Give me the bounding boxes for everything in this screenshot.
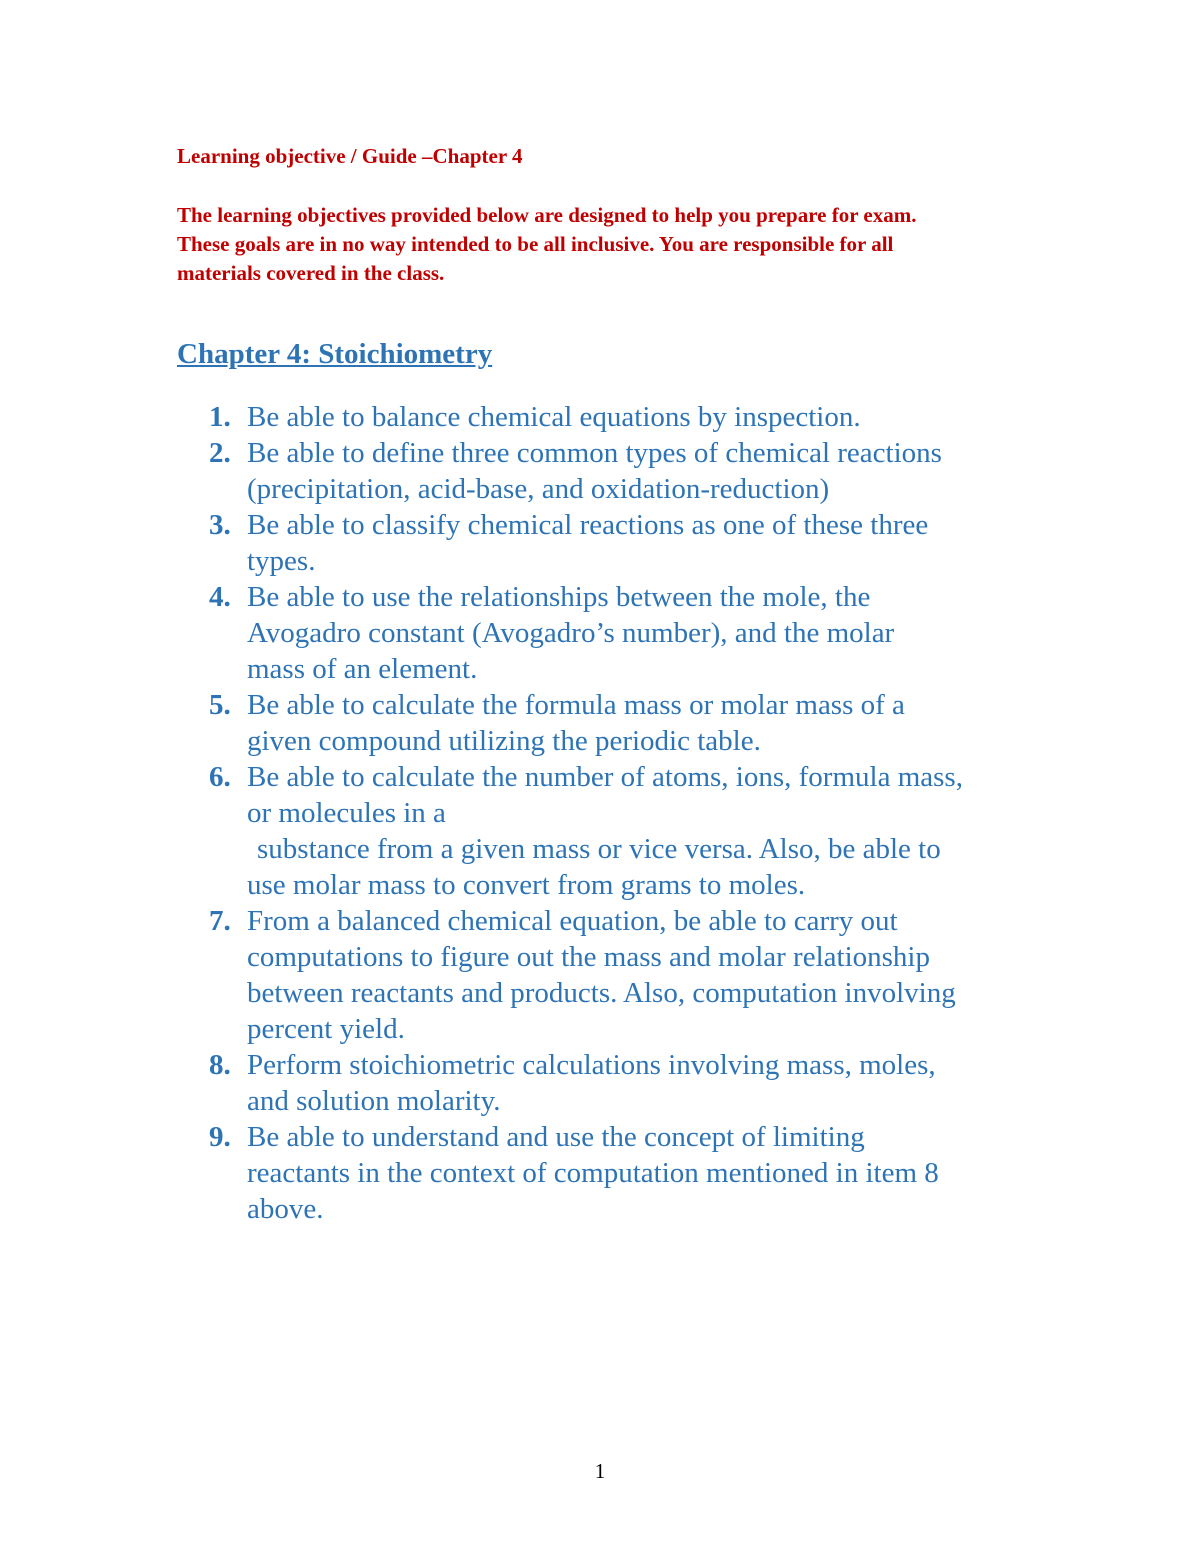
objective-text: Be able to calculate the formula mass or molar mass of a: [247, 689, 905, 721]
objective-text: Avogadro constant (Avogadro’s number), and the molar: [247, 617, 895, 649]
objectives-list: [177, 399, 1057, 1227]
objective-text: given compound utilizing the periodic table.: [247, 725, 761, 757]
objective-text: substance from a given mass or vice versa. Also, be able to: [257, 833, 941, 865]
objective-text: Perform stoichiometric calculations involving mass, moles,: [247, 1049, 936, 1081]
objective-text: use molar mass to convert from grams to moles.: [247, 869, 806, 901]
objective-text: percent yield.: [247, 1013, 405, 1045]
intro-paragraph: [177, 201, 1037, 288]
intro-line: These goals are in no way intended to be all inclusive. You are responsible for all: [177, 232, 894, 256]
objective-item: [177, 687, 1057, 759]
objective-number: 2.: [209, 437, 231, 469]
objective-number: 8.: [209, 1049, 231, 1081]
guide-title: Learning objective / Guide –Chapter 4: [177, 144, 523, 168]
objective-text: reactants in the context of computation mentioned in item 8: [247, 1157, 939, 1189]
objective-number: 9.: [209, 1121, 231, 1153]
objective-number: 3.: [209, 509, 231, 541]
objective-text: mass of an element.: [247, 653, 478, 685]
page-number: 1: [594, 1459, 606, 1483]
objective-text: Be able to define three common types of chemical reactions: [247, 437, 942, 469]
objective-text: From a balanced chemical equation, be able to carry out: [247, 905, 898, 937]
objective-text: above.: [247, 1193, 324, 1225]
objective-item: [177, 399, 1057, 435]
objective-item: [177, 903, 1057, 1047]
objective-text: Be able to balance chemical equations by inspection.: [247, 401, 861, 433]
objective-number: 7.: [209, 905, 231, 937]
objective-text: Be able to calculate the number of atoms, ions, formula mass,: [247, 761, 963, 793]
intro-line: materials covered in the class.: [177, 261, 445, 285]
objective-number: 4.: [209, 581, 231, 613]
chapter-heading: Chapter 4: Stoichiometry: [177, 338, 493, 370]
objective-item: [177, 1047, 1057, 1119]
objective-item: [177, 579, 1057, 687]
objective-item: [177, 435, 1057, 507]
objective-text: Be able to use the relationships between the mole, the: [247, 581, 871, 613]
objective-number: 6.: [209, 761, 231, 793]
objective-text: or molecules in a: [247, 797, 446, 829]
intro-line: The learning objectives provided below are designed to help you prepare for exam.: [177, 203, 917, 227]
objective-text: (precipitation, acid-base, and oxidation-reduction): [247, 473, 830, 505]
objective-item: [177, 759, 1057, 903]
objective-number: 5.: [209, 689, 231, 721]
objective-text: types.: [247, 545, 316, 577]
objective-text: between reactants and products. Also, computation involving: [247, 977, 956, 1009]
objective-item: [177, 507, 1057, 579]
objective-text: Be able to understand and use the concept of limiting: [247, 1121, 865, 1153]
objective-number: 1.: [209, 401, 231, 433]
objective-text: computations to figure out the mass and molar relationship: [247, 941, 930, 973]
objective-text: Be able to classify chemical reactions as one of these three: [247, 509, 929, 541]
objective-item: [177, 1119, 1057, 1227]
objective-text: and solution molarity.: [247, 1085, 501, 1117]
